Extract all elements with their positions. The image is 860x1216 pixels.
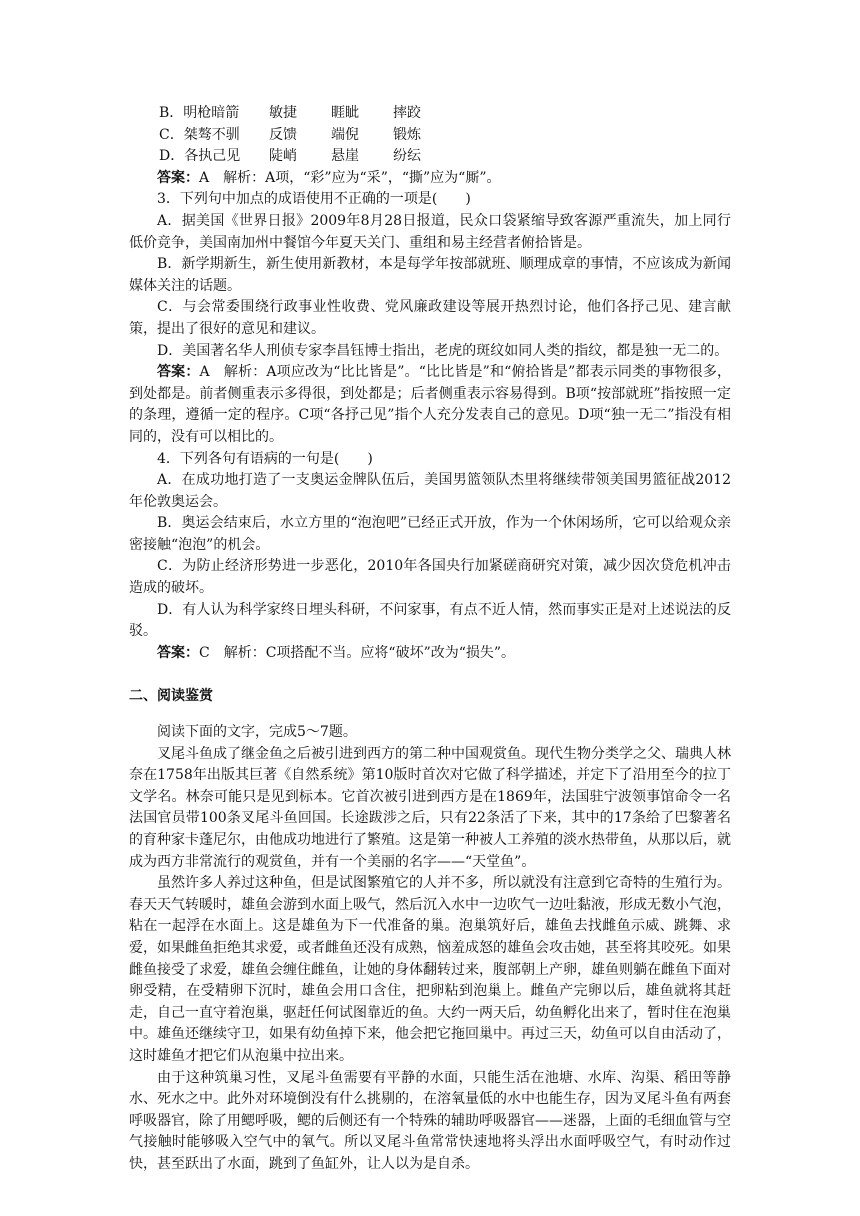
option-c-word3: 锻炼 (393, 126, 421, 143)
option-b-word3: 摔跤 (393, 105, 421, 121)
answer-label: 答案： (157, 364, 200, 381)
option-c-word2: 端倪 (331, 126, 359, 143)
option-d-word1: 陡峭 (269, 148, 297, 165)
question-3-option-c: C．与会常委围绕行政事业性收费、党风廉政建设等展开热烈讨论，他们各抒己见、建言献策，提出了很好的意见和建议。 (129, 299, 731, 337)
question-3-option-b: B．新学期新生，新生使用新教材，本是每学年按部就班、顺理成章的事情，不应该成为新闻媒体关注的话题。 (129, 256, 731, 294)
question-3: 3．下列句中加点的成语使用不正确的一项是( ) (157, 191, 471, 208)
option-b-row (129, 103, 731, 125)
question-3-option-a: A．据美国《世界日报》2009年8月28日报道，民众口袋紧缩导致客源严重流失，加上同行低价竞争，美国南加州中餐馆今年夏天关门、重组和易主经营者俯拾皆是。 (129, 212, 731, 251)
question-4-option-a: A．在成功地打造了一支奥运金牌队伍后，美国男篮领队杰里将继续带领美国男篮征战2012年伦敦奥运会。 (129, 472, 731, 510)
document-page (129, 103, 731, 1176)
option-d-word3: 纷纭 (393, 148, 421, 165)
option-c-idiom: C．桀骜不驯 (159, 126, 240, 143)
passage-paragraph-3: 由于这种筑巢习性，叉尾斗鱼需要有平静的水面，只能生活在池塘、水库、沟渠、稻田等静水、死水之中。此外对环境倒没有什么挑剔的，在溶氧量低的水中也能生存，因为叉尾斗鱼有两套呼吸器官，除了用鳃呼吸，鳃的后侧还有一个特殊的辅助呼吸器官——迷器，上面的毛细血管与空气接触时能够吸入空气中的氧气。所以叉尾斗鱼常常快速地将头浮出水面呼吸空气，有时动作过快，甚至跃出了水面，跳到了鱼缸外，让人以为是自杀。 (129, 1069, 731, 1172)
answer-label: 答案： (157, 169, 199, 186)
question-4-option-c: C．为防止经济形势进一步恶化，2010年各国央行加紧磋商研究对策，减少因次贷危机冲击造成的破坏。 (129, 558, 731, 597)
option-d-row (129, 146, 731, 168)
section-heading: 二、阅读鉴赏 (129, 688, 213, 705)
question-4-option-d: D．有人认为科学家终日埋头科研，不问家事，有点不近人情，然而事实正是对上述说法的反驳。 (129, 601, 731, 640)
answer-2 (129, 168, 731, 190)
passage-paragraph-1: 叉尾斗鱼成了继金鱼之后被引进到西方的第二种中国观赏鱼。现代生物分类学之父、瑞典人林奈在1758年出版其巨著《自然系统》第10版时首次对它做了科学描述，并定下了沿用至今的拉丁文学名。林奈可能只是见到标本。它首次被引进到西方是在1869年，法国驻宁波领事馆命令一名法国官员带100条叉尾斗鱼回国。长途跋涉之后，只有22条活了下来，其中的17条给了巴黎著名的育种家卡蓬尼尔，由他成功地进行了繁殖。这是第一种被人工养殖的淡水热带鱼，从那以后，就成为西方非常流行的观赏鱼，并有一个美丽的名字——“天堂鱼”。 (129, 745, 731, 870)
question-3-option-d: D．美国著名华人刑侦专家李昌钰博士指出，老虎的斑纹如同人类的指纹，都是独一无二的。 (157, 342, 729, 359)
answer-text: A 解析：A项，“彩”应为“采”，“撕”应为“厮”。 (199, 169, 501, 186)
answer-3 (129, 362, 731, 448)
option-c-row (129, 125, 731, 147)
option-b-idiom: B．明枪暗箭 (159, 105, 240, 121)
answer-label: 答案： (157, 644, 199, 661)
answer-text: A 解析：A项应改为“比比皆是”。“比比皆是”和“俯拾皆是”都表示同类的事物很多，到处都是。前者侧重表示多得很，到处都是；后者侧重表示容易得到。B项“按部就班”指按照一定的条理，遵循一定的程序。C项“各抒己见”指个人充分发表自己的意见。D项“独一无二”指没有相同的，没有可以相比的。 (129, 364, 731, 445)
passage-paragraph-2: 虽然许多人养过这种鱼，但是试图繁殖它的人并不多，所以就没有注意到它奇特的生殖行为。春天天气转暖时，雄鱼会游到水面上吸气，然后沉入水中一边吹气一边吐黏液，形成无数小气泡，粘在一起浮在水面上。这是雄鱼为下一代准备的巢。泡巢筑好后，雄鱼去找雌鱼示威、跳舞、求爱，如果雌鱼拒绝其求爱，或者雌鱼还没有成熟，恼羞成怒的雄鱼会攻击她，甚至将其咬死。如果雌鱼接受了求爱，雄鱼会缠住雌鱼，让她的身体翻转过来，腹部朝上产卵，雄鱼则躺在雌鱼下面对卵受精，在受精卵下沉时，雄鱼会用口含住，把卵粘到泡巢上。雌鱼产完卵以后，雄鱼就将其赶走，自己一直守着泡巢，驱赶任何试图靠近的鱼。大约一两天后，幼鱼孵化出来了，暂时住在泡巢中。雄鱼还继续守卫，如果有幼鱼掉下来，他会把它拖回巢中。再过三天，幼鱼可以自由活动了，这时雄鱼才把它们从泡巢中拉出来。 (129, 875, 731, 1064)
question-4: 4．下列各句有语病的一句是( ) (157, 450, 373, 467)
answer-text: C 解析：C项搭配不当。应将“破坏”改为“损失”。 (199, 644, 516, 661)
reading-instruction: 阅读下面的文字，完成5～7题。 (157, 724, 357, 741)
option-c-word1: 反馈 (269, 126, 297, 143)
option-d-idiom: D．各执己见 (159, 148, 241, 165)
option-b-word2: 睚眦 (331, 105, 359, 121)
option-d-word2: 悬崖 (331, 148, 359, 165)
answer-4 (129, 643, 731, 665)
option-b-word1: 敏捷 (269, 105, 297, 121)
question-4-option-b: B．奥运会结束后，水立方里的“泡泡吧”已经正式开放，作为一个休闲场所，它可以给观众亲密接触“泡泡”的机会。 (129, 515, 731, 553)
